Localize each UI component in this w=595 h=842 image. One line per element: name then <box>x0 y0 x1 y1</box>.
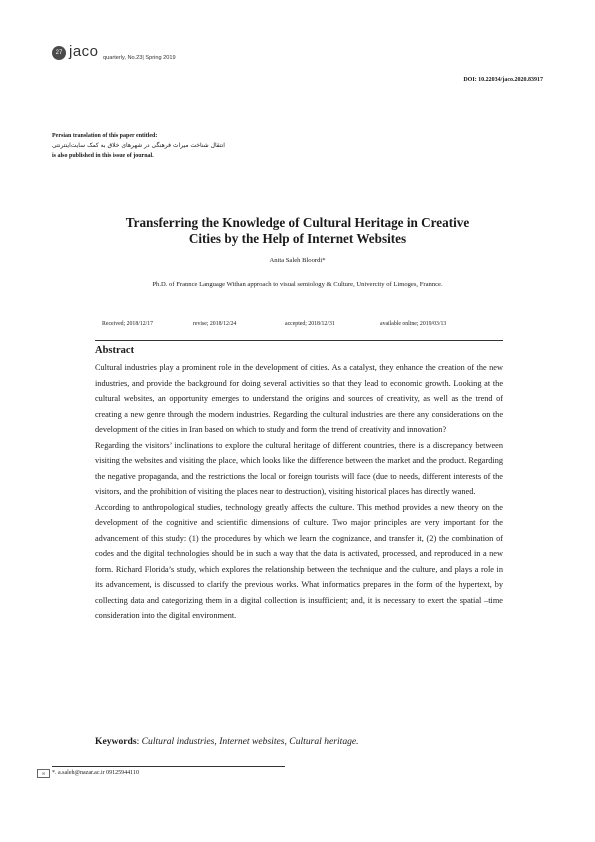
translation-notice-line1: Persian translation of this paper entitled: <box>52 133 158 139</box>
footnote-divider <box>52 766 285 767</box>
article-title <box>60 215 535 247</box>
date-online: available online; 2019/03/13 <box>380 321 447 327</box>
keywords-label: Keywords <box>95 736 137 747</box>
affiliation: Ph.D. of Frannce Language Withan approach to visual semiology & Culture, Univercity of Limoges, Frannce. <box>152 281 443 288</box>
journal-info: quarterly, No.23| Spring 2019 <box>103 55 176 61</box>
abstract-paragraph-3: According to anthropological studies, technology greatly affects the culture. This method provides a new theory on the development of the cognitive and scientific dimensions of culture. Two major principles are very important for the advancement of this study: (1) the procedures by which we learn the cognizance, and transfer it, (2) the combination of codes and the digital technologies should be in such a way that the data is activated, processed, and reproduced in a new form. Richard Florida’s study, which explores the relationship between the technique and the culture, and plays a role in its advancement, is discussed to clarify the previous works. What informatics prepares in the form of the hypertext, by collecting data and categorizing them in a digital collection is insufficient; and, it is necessary to exert the spatial –time consideration into the digital environment. <box>95 502 503 620</box>
date-received: Received; 2018/12/17 <box>102 321 154 327</box>
keywords <box>95 736 359 747</box>
keywords-colon: : <box>136 736 142 747</box>
keywords-values: Cultural industries, Internet websites, Cultural heritage. <box>141 736 359 747</box>
date-revise: revise; 2018/12/24 <box>193 321 237 327</box>
doi[interactable]: DOI: 10.22034/jaco.2020.83917 <box>463 77 543 83</box>
abstract-heading: Abstract <box>95 345 135 356</box>
translation-notice-line3: is also published in this issue of journal. <box>52 153 154 159</box>
translation-notice <box>52 131 352 161</box>
abstract-paragraph-2: Regarding the visitors’ inclinations to explore the cultural heritage of different countries, there is a discrepancy between visiting the websites and visiting the place, which looks like the difference between the market and the product. Regarding the negative propaganda, and the restrictions the local or foreign tourists will face (due to needs, different interests of the visitors, and the prohibition of visiting the places near to destruction), visiting historical places has directly waned. <box>95 440 503 496</box>
section-divider <box>95 340 503 341</box>
page-number-badge: 27 <box>52 46 66 60</box>
author: Anita Saleh Bloordi* <box>269 257 326 264</box>
footnote-contact: *. a.saleh@nazar.ac.ir 09125944110 <box>52 770 139 776</box>
abstract-paragraph-1: Cultural industries play a prominent role in the development of cities. As a catalyst, they enhance the creation of the new industries, and provide the background for doing several activities so that they lead to economic growth. Looking at the cultural websites, an opportunity emerges to understand the origins and sources of creativity, as well as the trend of creating a new genre through the modern industries. Regarding the cultural industries are there any considerations on the development of the cities in Iran based on which to study and form the trend of creativity and innovation? <box>95 363 503 434</box>
article-title-line1: Transferring the Knowledge of Cultural Heritage in Creative <box>125 215 470 230</box>
journal-logo: jaco <box>69 43 99 60</box>
article-title-line2: Cities by the Help of Internet Websites <box>188 231 407 246</box>
persian-title: انتقال شناخت میراث فرهنگی در شهرهای خلاق به کمک سایت‌اینترنتی <box>52 142 225 149</box>
date-accepted: accepted; 2018/12/31 <box>285 321 335 327</box>
mail-icon: ✉ <box>37 769 50 778</box>
abstract-body <box>95 360 503 624</box>
